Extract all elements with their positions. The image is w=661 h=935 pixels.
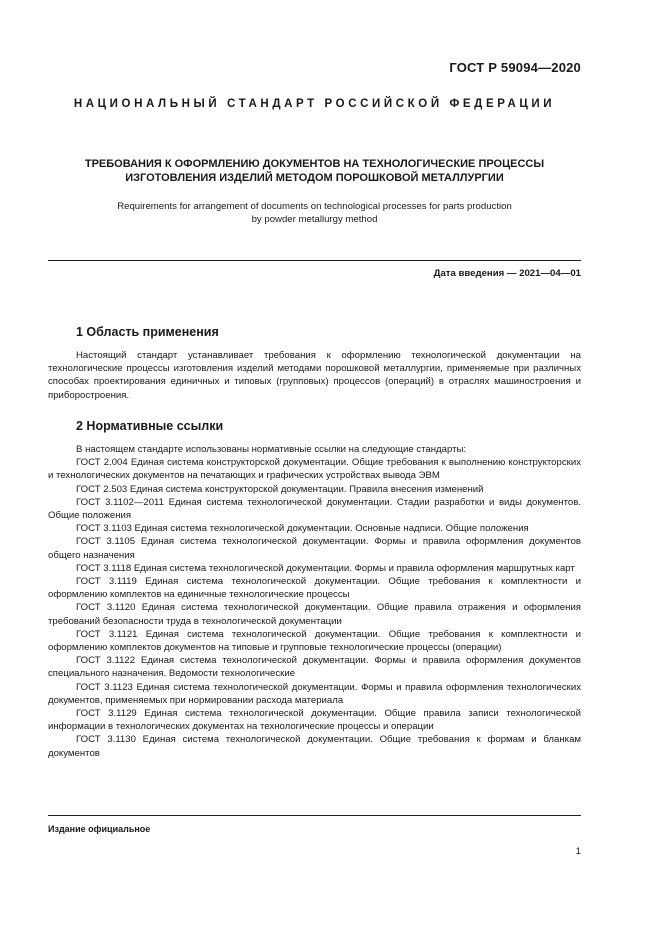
introduction-date: Дата введения — 2021—04—01 [433, 268, 581, 279]
reference-item: ГОСТ 3.1102—2011 Единая система технологической документации. Стадии разработки и виды документов. Общие положения [48, 496, 581, 522]
title-en-line-2: by powder metallurgy method [251, 214, 378, 225]
document-title-ru [48, 157, 581, 185]
reference-item: ГОСТ 3.1120 Единая система технологической документации. Общие правила отражения и оформления требований безопасности труда в технологической документации [48, 602, 581, 627]
title-divider [48, 260, 581, 261]
title-en-line-1: Requirements for arrangement of documents on technological processes for parts production [117, 201, 512, 212]
reference-item: ГОСТ 3.1105 Единая система технологической документации. Формы и правила оформления документов общего назначения [48, 536, 581, 561]
section-1-heading: 1 Область применения [76, 325, 219, 339]
reference-item: ГОСТ 3.1130 Единая система технологической документации. Общие требования к формам и бланкам документов [48, 734, 581, 759]
reference-item: ГОСТ 2.004 Единая система конструкторской документации. Общие требования к выполнению конструкторских и технологических документов на печатающих и графических устройствах вывода ЭВМ [48, 457, 581, 482]
reference-item: ГОСТ 3.1129 Единая система технологической документации. Общие правила записи технологической информации в технологических документах на технологические процессы и операции [48, 708, 581, 733]
section-2-heading: 2 Нормативные ссылки [76, 419, 224, 433]
footer-divider [48, 815, 581, 816]
title-ru-line-1: ТРЕБОВАНИЯ К ОФОРМЛЕНИЮ ДОКУМЕНТОВ НА ТЕХНОЛОГИЧЕСКИЕ ПРОЦЕССЫ [84, 158, 545, 170]
reference-item: ГОСТ 2.503 Единая система конструкторской документации. Правила внесения изменений [76, 483, 484, 495]
reference-item: ГОСТ 3.1119 Единая система технологической документации. Общие требования к комплектности и оформлению комплектов на единичные технологические процессы [48, 576, 581, 601]
section-2-intro: В настоящем стандарте использованы нормативные ссылки на следующие стандарты: [76, 444, 467, 455]
reference-item: ГОСТ 3.1118 Единая система технологической документации. Формы и правила оформления маршрутных карт [76, 562, 575, 574]
official-edition-label: Издание официальное [48, 824, 151, 834]
title-ru-line-2: ИЗГОТОВЛЕНИЯ ИЗДЕЛИЙ МЕТОДОМ ПОРОШКОВОЙ МЕТАЛЛУРГИИ [125, 172, 504, 184]
reference-item: ГОСТ 3.1122 Единая система технологической документации. Формы и правила оформления документов специального назначения. Ведомости технологические [48, 655, 581, 680]
reference-item: ГОСТ 3.1103 Единая система технологической документации. Основные надписи. Общие положения [76, 523, 529, 535]
document-title-en [48, 200, 581, 226]
section-1-paragraph: Настоящий стандарт устанавливает требования к оформлению технологической документации на технологические процессы изготовления изделий методами порошковой металлургии, применяемые при различных способах проектирования единичных и типовых (групповых) процессов (операций) в отраслях машиностроения и приборостроения. [48, 350, 581, 401]
reference-item: ГОСТ 3.1121 Единая система технологической документации. Общие требования к комплектности и оформлению комплектов документов на типовые и групповые технологические процессы (операции) [48, 628, 581, 654]
page-number: 1 [575, 846, 581, 857]
reference-item: ГОСТ 3.1123 Единая система технологической документации. Формы и правила оформления технологических документов, применяемых при нормировании расхода материала [48, 681, 581, 706]
section-2-body [48, 443, 581, 760]
standard-type-line: НАЦИОНАЛЬНЫЙ СТАНДАРТ РОССИЙСКОЙ ФЕДЕРАЦИИ [73, 98, 556, 110]
document-code: ГОСТ Р 59094—2020 [449, 60, 581, 75]
section-1-body [48, 349, 581, 402]
